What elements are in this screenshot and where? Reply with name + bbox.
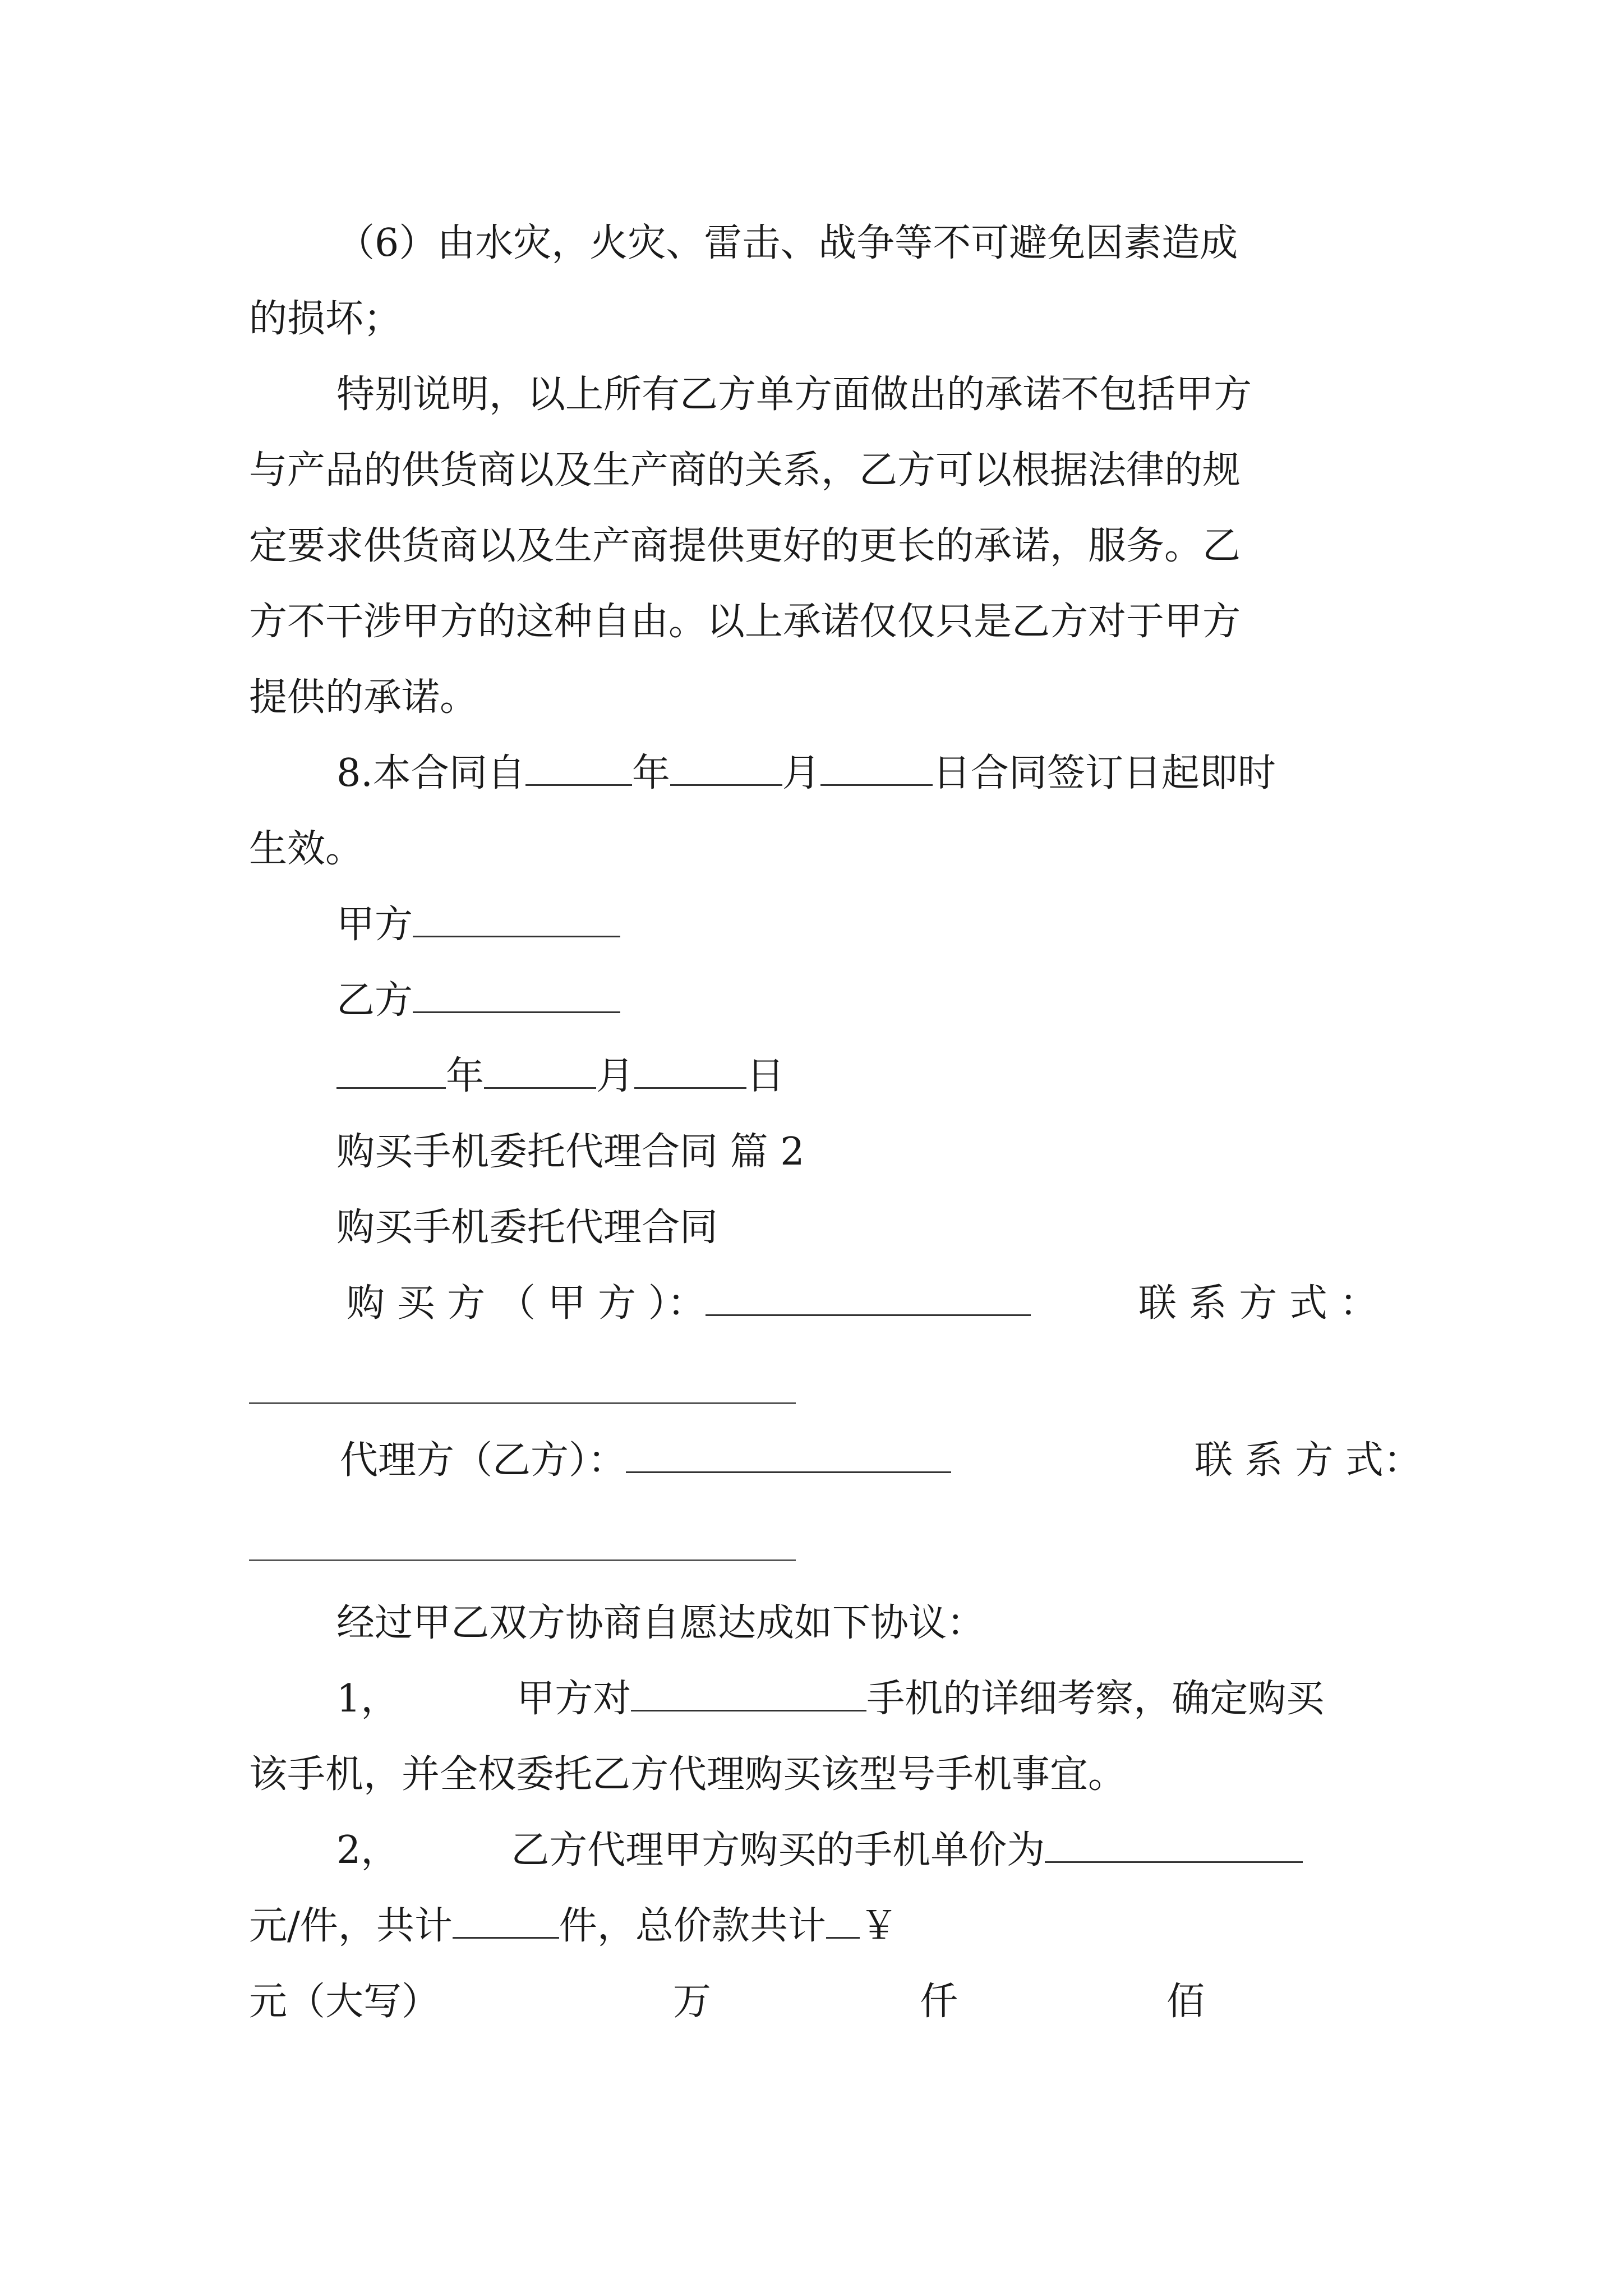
signature-date [336, 1054, 785, 1098]
agreement-intro: 经过甲乙双方协商自愿达成如下协议： [336, 1601, 985, 1645]
paragraph-line: 提供的承诺。 [249, 675, 478, 720]
buyer-line [347, 1281, 1031, 1326]
agent-line [340, 1438, 951, 1483]
qian-label: 仟 [920, 1980, 958, 2024]
item-text: 元/件，共计 [249, 1904, 453, 1948]
party-a-label: 甲方 [336, 903, 413, 947]
item-1-line [336, 1677, 1325, 1721]
contract-title: 购买手机委托代理合同 [336, 1205, 718, 1250]
item-number: 1， [336, 1677, 399, 1721]
blank-field [820, 780, 933, 786]
bai-label: 佰 [1166, 1980, 1205, 2024]
buyer-label: 购 买 方 （ 甲 方 ）： [347, 1281, 706, 1326]
blank-field [826, 1932, 860, 1939]
item-2-total-line [249, 1904, 898, 1948]
blank-field [336, 1083, 446, 1089]
clause-text: 日合同签订日起即时 [932, 751, 1276, 795]
blank-field [670, 780, 782, 786]
item-text: 手机的详细考察，确定购买 [866, 1677, 1325, 1721]
paragraph-line: 该手机，并全权委托乙方代理购买该型号手机事宜。 [249, 1752, 1127, 1797]
yen-symbol: ￥ [859, 1904, 898, 1948]
amount-in-words-label: 元（大写） [249, 1980, 440, 2024]
party-a-signature [336, 903, 620, 947]
year-label: 年 [631, 751, 670, 795]
wan-label: 万 [673, 1980, 712, 2024]
paragraph-line: 特别说明，以上所有乙方单方面做出的承诺不包括甲方 [336, 372, 1252, 417]
blank-field [413, 1007, 620, 1013]
blank-field [413, 931, 620, 937]
blank-field [1045, 1857, 1303, 1863]
agent-contact-blank [249, 1559, 796, 1561]
section-heading: 购买手机委托代理合同 篇 2 [336, 1130, 805, 1174]
blank-field [706, 1310, 1031, 1316]
party-b-label: 乙方 [336, 978, 413, 1023]
paragraph-line: 与产品的供货商以及生产商的关系，乙方可以根据法律的规 [249, 448, 1241, 493]
party-b-signature [336, 978, 620, 1023]
paragraph-line: 的损坏； [249, 297, 402, 341]
blank-field [484, 1083, 596, 1089]
item-number: 2， [336, 1828, 399, 1872]
item-2-line [336, 1828, 1303, 1872]
clause-text: 8.本合同自 [336, 751, 525, 795]
paragraph-line: 方不干涉甲方的这种自由。以上承诺仅仅只是乙方对于甲方 [249, 600, 1241, 644]
blank-field [631, 1705, 866, 1711]
agent-label: 代理方（乙方）： [340, 1438, 626, 1483]
item-text: 乙方代理甲方购买的手机单价为 [511, 1828, 1045, 1872]
day-label: 日 [746, 1054, 785, 1098]
year-label: 年 [446, 1054, 485, 1098]
blank-field [525, 780, 632, 786]
month-label: 月 [596, 1054, 635, 1098]
buyer-contact-label: 联 系 方 式 ： [1138, 1281, 1378, 1326]
effective-date-line [336, 751, 1276, 795]
item-text: 甲方对 [517, 1677, 631, 1721]
paragraph-line: 生效。 [249, 827, 364, 871]
blank-field [626, 1467, 951, 1473]
item-text: 件，总价款共计 [559, 1904, 826, 1948]
buyer-contact-blank [249, 1402, 796, 1404]
paragraph-line: 定要求供货商以及生产商提供更好的更长的承诺，服务。乙 [249, 524, 1241, 568]
agent-contact-label: 联 系 方 式： [1195, 1438, 1422, 1483]
paragraph-line: （6）由水灾，火灾、雷击、战争等不可避免因素造成 [336, 221, 1238, 265]
month-label: 月 [782, 751, 820, 795]
blank-field [453, 1932, 559, 1939]
blank-field [634, 1083, 746, 1089]
